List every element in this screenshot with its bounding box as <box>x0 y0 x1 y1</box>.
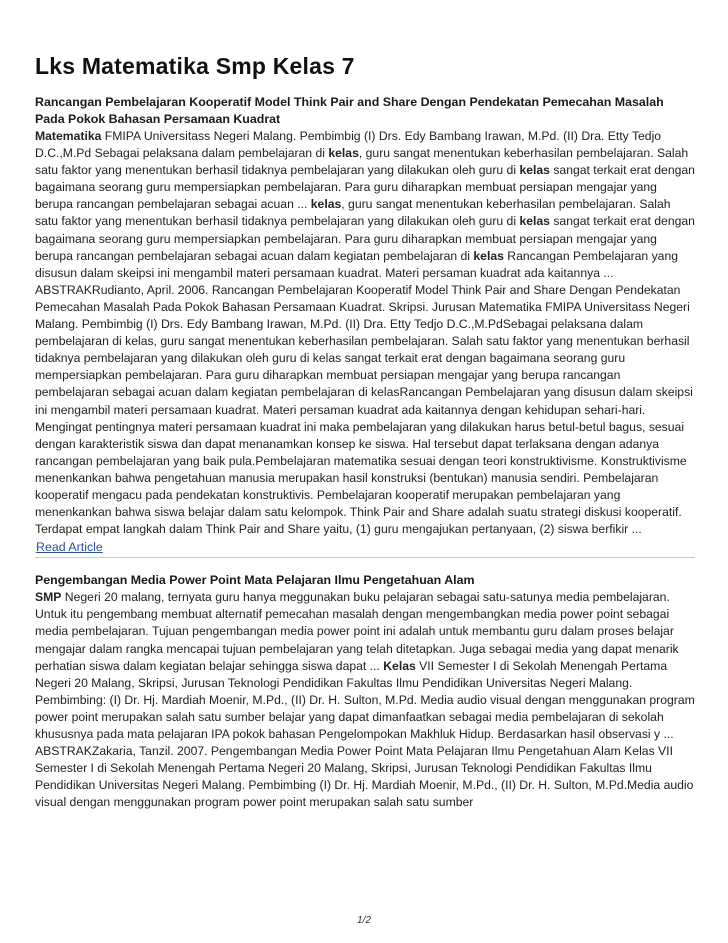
article-title: Pengembangan Media Power Point Mata Pelajaran Ilmu Pengetahuan Alam <box>35 573 475 588</box>
article-excerpt <box>35 128 695 282</box>
article-abstract: ABSTRAKZakaria, Tanzil. 2007. Pengembangan Media Power Point Mata Pelajaran Ilmu Pengetahuan Alam Kelas VII Semester I di Sekolah Menengah Pertama Negeri 20 Malang, Skripsi, Jurusan Teknologi Pendidikan Fakultas Ilmu Pendidikan Universitas Negeri Malang. Pembimbing (I) Dr. Hj. Mardiah Moenir, M.Pd., (II) Dr. H. Sulton, M.Pd.Media audio visual dengan menggunakan program power point merupakan salah satu sumber <box>35 744 694 810</box>
article-divider <box>35 557 695 558</box>
article-excerpt <box>35 589 695 743</box>
text-segment: Negeri 20 malang, ternyata guru hanya meggunakan buku pelajaran sebagai satu-satunya media pembelajaran. Untuk itu pengembang membuat alternatif pemecahan masalah dengan mengembangkan media power point sebagai media pembelajaran. Tujuan pengembangan media power point ini adalah untuk membantu guru dalam proses belajar mengajar dalam rangka mencapai tujuan pembelajaran yang telah ditetapkan. Juga sebagai media yang dapat menarik perhatian siswa dalam kegiatan belajar sehingga siswa dapat ... <box>35 590 679 673</box>
highlighted-keyword: kelas <box>519 163 550 178</box>
text-segment: VII Semester I di Sekolah Menengah Pertama Negeri 20 Malang, Skripsi, Jurusan Teknologi Pendidikan Fakultas Ilmu Pendidikan Universitas Negeri Malang. Pembimbing: (I) Dr. Hj. Mardiah Moenir, M.Pd., (II) Dr. H. Sulton, M.Pd. Media audio visual dengan menggunakan program power point merupakan salah satu sumber belajar yang dapat dimanfaatkan sebagai media pembelajaran di sekolah khususnya pada mata pelajaran IPA pokok bahasan Pengelompokan Makhluk Hidup. Berdasarkan hasil observasi y ... <box>35 658 695 741</box>
text-segment: sangat terkait erat dengan bagaimana seorang guru mempersiapkan pembelajaran. Para guru diharapkan membuat persiapan mengajar yang berupa rancangan pembelajaran sebagai acuan dalam kegiatan pembelajaran di <box>35 214 695 263</box>
highlighted-keyword: kelas <box>328 146 359 161</box>
page-indicator: 1/2 <box>357 915 371 926</box>
highlighted-keyword: Matematika <box>35 129 102 143</box>
text-segment: sangat terkait erat dengan bagaimana seorang guru mempersiapkan pembelajaran. Para guru diharapkan membuat persiapan mengajar yang berupa rancangan pembelajaran sebagai acuan ... <box>35 163 695 212</box>
page-title: Lks Matematika Smp Kelas 7 <box>35 53 355 79</box>
text-segment: Rancangan Pembelajaran yang disusun dalam skeipsi ini mengambil materi persamaan kuadrat. Materi persaman kuadrat ada kaitannya ... <box>35 248 679 280</box>
article-body <box>35 589 695 811</box>
text-segment: , guru sangat menentukan keberhasilan pembelajaran. Salah satu faktor yang menentukan berhasil tidaknya pembelajaran yang dilakukan oleh guru di <box>35 146 689 178</box>
highlighted-keyword: kelas <box>310 197 342 212</box>
article-1 <box>35 94 695 556</box>
text-segment: FMIPA Universitass Negeri Malang. Pembimbig (I) Drs. Edy Bambang Irawan, M.Pd. (II) Dra. Etty Tedjo D.C.,M.Pd Sebagai pelaksana dalam pembelajaran di <box>35 129 662 161</box>
document-page <box>35 52 695 811</box>
text-segment: , guru sangat menentukan keberhasilan pembelajaran. Salah satu faktor yang menentukan berhasil tidaknya pembelajaran yang dilakukan oleh guru di <box>35 197 671 229</box>
article-body <box>35 128 695 538</box>
highlighted-keyword: Kelas <box>383 658 416 673</box>
article-title: Rancangan Pembelajaran Kooperatif Model Think Pair and Share Dengan Pendekatan Pemecahan Masalah Pada Pokok Bahasan Persamaan Kuadrat <box>35 95 664 126</box>
article-2 <box>35 572 695 811</box>
read-article-link[interactable]: Read Article <box>36 540 103 555</box>
article-abstract: ABSTRAKRudianto, April. 2006. Rancangan Pembelajaran Kooperatif Model Think Pair and Share Dengan Pendekatan Pemecahan Masalah Pada Pokok Bahasan Persamaan Kuadrat. Skripsi. Jurusan Matematika FMIPA Universitass Negeri Malang. Pembimbig (I) Drs. Edy Bambang Irawan, M.Pd. (II) Dra. Etty Tedjo D.C.,M.PdSebagai pelaksana dalam pembelajaran di kelas, guru sangat menentukan keberhasilan pembelajaran. Salah satu faktor yang menentukan berhasil tidaknya pembelajaran yang dilakukan oleh guru di kelas sangat terkait erat dengan bagaimana seorang guru mempersiapkan pembelajaran. Para guru diharapkan membuat persiapan mengajar yang berupa rancangan pembelajaran sebagai acuan dalam kegiatan pembelajaran di kelasRancangan Pembelajaran yang disusun dalam skeipsi ini mengambil materi persamaan kuadrat. Materi persaman kuadrat ada kaitannya dengan kehidupan sehari-hari. Mengingat pentingnya materi persamaan kuadrat ini maka pembelajaran yang dilakukan harus betul-betul bagus, sesuai dengan karakteristik siswa dan dapat menanamkan konsep ke siswa. Hal tersebut dapat terlaksana dengan adanya rancangan pembelajaran yang baik pula.Pembelajaran matematika sesuai dengan teori konstruktivisme. Konstruktivisme menenkankan bahwa pengetahuan manusia merupakan hasil konstruksi (bentukan) manusia sendiri. Pembelajaran kooperatif mengacu pada pendekatan konstruktivis. Pembelajaran kooperatif merupakan pembelajaran yang menenkankan bahwa siswa belajar dalam satu kelompok. Think Pair and Share adalah suatu strategi diskusi kooperatif. Terdapat empat langkah dalam Think Pair and Share yaitu, (1) guru mengajukan pertanyaan, (2) siswa berfikir ... <box>35 282 693 537</box>
highlighted-keyword: kelas <box>519 214 550 229</box>
highlighted-keyword: SMP <box>35 590 62 605</box>
highlighted-keyword: kelas <box>473 248 504 263</box>
